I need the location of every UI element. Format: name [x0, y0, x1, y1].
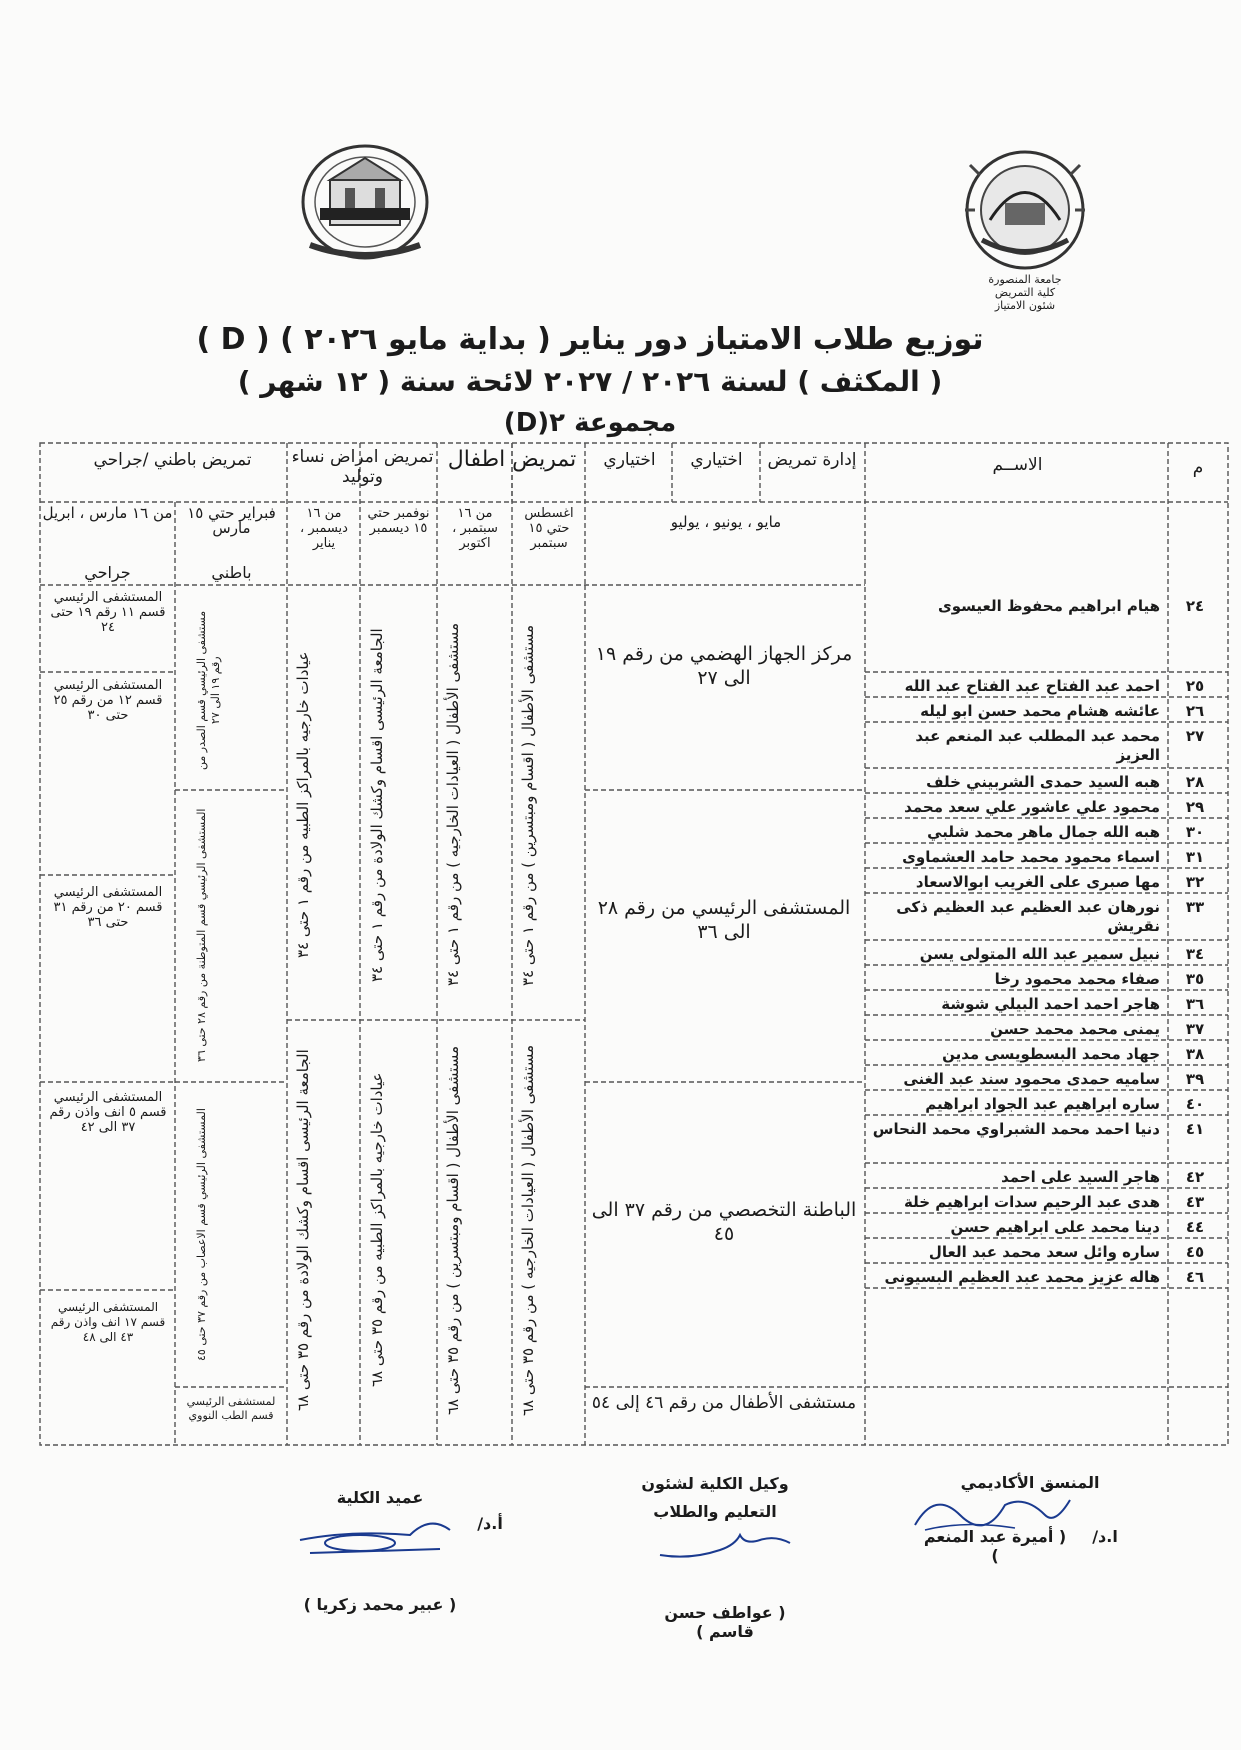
student-name: مها صبرى على الغريب ابوالاسعاد [915, 873, 1160, 891]
student-name: عائشه هشام محمد حسن ابو ليله [920, 702, 1160, 720]
period-ped-2: من ١٦ سبتمبر ، اكتوبر [452, 506, 498, 551]
assignment-ped2-a: مستشفى الأطفال ( العيادات الخارجيه ) من رقم ١ حتى ٣٤ [444, 623, 462, 987]
student-name: محمد عبد المطلب عبد المنعم عبد العزيز [915, 727, 1160, 764]
student-name: ساميه حمدى محمود سند عبد الغنى [903, 1070, 1160, 1088]
col-header-medsurg: تمريض باطني /جراحي [93, 450, 252, 470]
vice-dean-signature [650, 1515, 800, 1565]
col-header-elective-2: اختياري [603, 450, 656, 470]
student-name: ساره وائل سعد محمد عبد العال [928, 1243, 1160, 1261]
coordinator-title: المنسق الأكاديمي [960, 1473, 1100, 1492]
student-num: ٣١ [1185, 848, 1205, 866]
assignment-ped2-b: مستشفى الأطفال ( اقسام ومبتسرين ) من رقم ٣٥ حتى ٦٨ [444, 1045, 462, 1415]
assignment-ms1-d: لمستشفى الرئيسي قسم الطب النووي [186, 1395, 276, 1422]
dean-name: ( عبير محمد زكريا ) [303, 1595, 457, 1614]
student-num: ٢٨ [1185, 773, 1205, 791]
period-ob-1: نوفمبر حتي ١٥ ديسمبر [367, 506, 430, 536]
period-ms-2-label: جراحي [84, 563, 131, 582]
student-num: ٣٨ [1185, 1045, 1205, 1063]
student-num: ٢٥ [1185, 677, 1205, 695]
assignment-ms1-c: المستشفى الرئيسي قسم الاعصاب من رقم ٣٧ حتى ٤٥ [195, 1108, 208, 1362]
student-name: يمنى محمد محمد حسن [990, 1020, 1160, 1038]
period-ms-1: فبراير حتي ١٥ مارس [187, 504, 276, 537]
dean-prefix: أ.د/ [477, 1514, 503, 1533]
student-name: محمود علي عاشور علي سعد محمد [904, 798, 1160, 816]
student-name: صفاء محمد محمود رخا [994, 970, 1160, 988]
student-num: ٣٧ [1185, 1020, 1205, 1038]
col-header-name: الاســم [992, 455, 1043, 475]
student-num: ٤٥ [1185, 1243, 1205, 1261]
assignment-ms1-a: مستشفى الرئيسي قسم الصدر من رقم ١٩ الى ٢٧ [195, 610, 222, 770]
student-num: ٣٩ [1185, 1070, 1205, 1088]
student-num: ٤٣ [1185, 1193, 1205, 1211]
assignment-ms1-b: المستشفى الرئيسي قسم المتوطنة من رقم ٢٨ حتى ٣٦ [195, 808, 208, 1062]
student-name: احمد عبد الفتاح عبد الفتاح عبد الله [904, 677, 1160, 695]
student-name: نورهان عبد العظيم عبد العظيم ذكى نقريش [896, 898, 1160, 935]
assignment-ob1-a: الجامعة الرئيسى اقسام وكشك الولادة من رقم ١ حتى ٣٤ [368, 628, 386, 982]
student-num: ٢٩ [1185, 798, 1205, 816]
student-name: هاجر احمد احمد البيلي شوشة [941, 995, 1160, 1013]
assignment-ms2-a: المستشفى الرئيسي قسم ١١ رقم ١٩ حتى ٢٤ [50, 590, 166, 635]
student-name: ساره ابراهيم عبد الجواد ابراهيم [925, 1095, 1160, 1113]
coordinator-signature [905, 1480, 1075, 1540]
student-name: دنيا احمد محمد الشبراوي محمد النحاس [872, 1120, 1160, 1138]
col-header-pediatric: تمريض اطفال [447, 447, 577, 472]
student-num: ٣٢ [1185, 873, 1205, 891]
student-name: هبه الله جمال ماهر محمد شلبي [927, 823, 1160, 841]
assignment-admin-b: المستشفى الرئيسي من رقم ٢٨ الى ٣٦ [597, 897, 851, 943]
assignment-ob2-b: الجامعة الرئيسى اقسام وكشك الولادة من رقم ٣٥ حتى ٦٨ [294, 1049, 312, 1411]
student-num: ٤٦ [1185, 1268, 1205, 1286]
col-header-num: م [1192, 458, 1204, 478]
assignment-admin-d: مستشفى الأطفال من رقم ٤٦ إلى ٥٤ [591, 1393, 857, 1413]
student-num: ٢٦ [1185, 702, 1205, 720]
assignment-admin-c: الباطنة التخصصي من رقم ٣٧ الى ٤٥ [591, 1199, 857, 1245]
assignment-ms2-b: المستشفى الرئيسي قسم ١٢ من رقم ٢٥ حتى ٣٠ [53, 678, 163, 723]
assignment-ob1-b: عيادات خارجيه بالمراكز الطبيه من رقم ٣٥ حتى ٦٨ [368, 1072, 386, 1388]
assignment-ms2-e: المستشفى الرئيسي قسم ١٧ انف واذن رقم ٤٣ الى ٤٨ [50, 1300, 166, 1344]
student-name: جهاد محمد البسطويسى مدين [942, 1045, 1160, 1063]
student-name: هيام ابراهيم محفوظ العيسوى [937, 597, 1160, 615]
student-num: ٤٤ [1185, 1218, 1205, 1236]
student-num: ٢٤ [1185, 597, 1205, 615]
assignment-ms2-d: المستشفى الرئيسي قسم ٥ انف واذن رقم ٣٧ الى ٤٢ [49, 1090, 167, 1135]
student-num: ٣٥ [1185, 970, 1205, 988]
period-ped-1: اغسطس حتي ١٥ سبتمبر [524, 506, 574, 551]
coordinator-name: ( أميرة عبد المنعم ) [923, 1527, 1067, 1565]
assignment-ped1-b: مستشفى الأطفال ( العيادات الخارجيه ) من رقم ٣٥ حتى ٦٨ [519, 1044, 537, 1416]
vice-dean-name: ( عواطف حسن قاسم ) [664, 1603, 786, 1641]
assignment-ped1-a: مستشفى الأطفال ( اقسام ومبتسرين ) من رقم ١ حتى ٣٤ [519, 624, 537, 986]
assignment-ob2-a: عيادات خارجيه بالمراكز الطبيه من رقم ١ حتى ٣٤ [294, 651, 312, 959]
student-name: هاجر السيد على احمد [1001, 1168, 1160, 1186]
period-admin-elective: مايو ، يونيو ، يوليو [670, 513, 782, 531]
student-num: ٢٧ [1185, 727, 1205, 745]
assignment-ms2-c: المستشفى الرئيسي قسم ٢٠ من رقم ٣١ حتى ٣٦ [53, 885, 163, 930]
student-name: دينا محمد على ابراهيم حسن [950, 1218, 1160, 1236]
col-header-elective-1: اختياري [690, 450, 743, 470]
student-num: ٣٤ [1185, 945, 1205, 963]
student-num: ٣٣ [1185, 898, 1205, 916]
title-line-2: ( المكثف ) لسنة ٢٠٢٦ / ٢٠٢٧ لائحة سنة ( ١٢ شهر ) [237, 365, 943, 398]
period-ms-2: من ١٦ مارس ، ابريل [42, 504, 173, 522]
period-ms-1-label: باطني [211, 563, 252, 582]
col-header-admin: إدارة تمريض [767, 450, 857, 470]
student-num: ٤٢ [1185, 1168, 1205, 1186]
col-header-obgyn: تمريض امراض نساء وتوليد [291, 447, 434, 487]
dean-title: عميد الكلية [336, 1488, 424, 1507]
student-num: ٤٠ [1185, 1095, 1205, 1113]
student-num: ٤١ [1185, 1120, 1205, 1138]
coordinator-prefix: ا.د/ [1092, 1527, 1118, 1546]
title-line-3: مجموعة ٢(D) [503, 408, 677, 438]
student-num: ٣٠ [1185, 823, 1205, 841]
nursing-faculty-logo-caption: جامعة المنصورة كلية التمريض شئون الامتياز [988, 273, 1062, 312]
period-ob-2: من ١٦ ديسمبر ، يناير [300, 506, 348, 551]
student-name: هدى عبد الرحيم سدات ابراهيم خلة [904, 1193, 1160, 1211]
student-name: هبه السيد حمدى الشربيني خلف [926, 773, 1160, 791]
title-line-1: توزيع طلاب الامتياز دور يناير ( بداية مايو ٢٠٢٦ ) ( D ) [196, 322, 984, 357]
assignment-admin-a: مركز الجهاز الهضمي من رقم ١٩ الى ٢٧ [595, 643, 853, 689]
dean-signature [290, 1505, 470, 1565]
student-name: اسماء محمود محمد حامد العشماوى [902, 848, 1160, 866]
vice-dean-title: وكيل الكلية لشئون التعليم والطلاب [641, 1474, 789, 1521]
student-num: ٣٦ [1185, 995, 1205, 1013]
student-name: نبيل سمير عبد الله المتولى يسن [919, 945, 1160, 963]
student-name: هاله عزيز محمد عبد العظيم البسيونى [884, 1268, 1160, 1286]
